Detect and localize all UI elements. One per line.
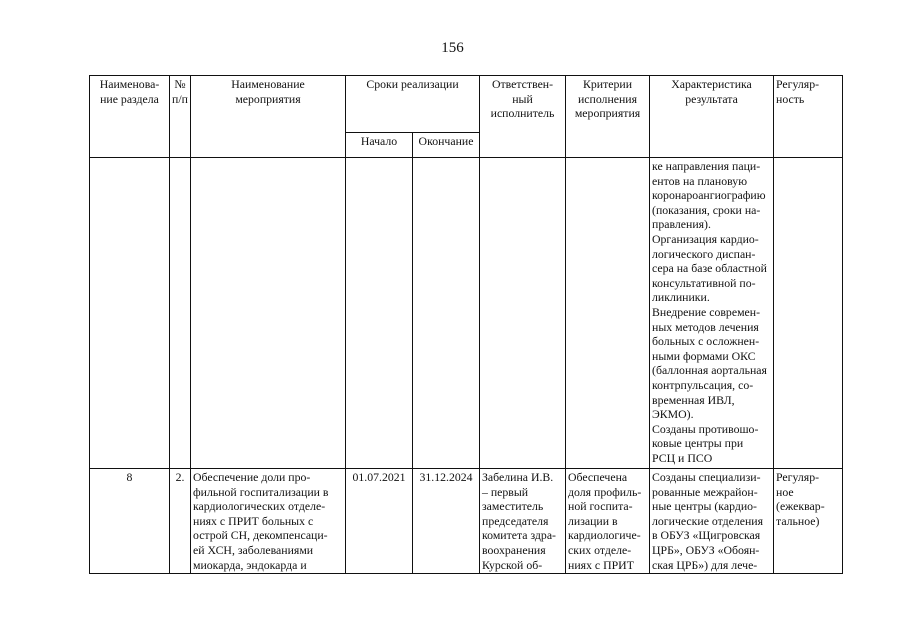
cont-start-cell [346,158,413,469]
row-criteria: Обеспечена доля профиль- ной госпита- лизации в кардиологиче- ских отделе- ниях с ПРИТ [566,469,650,574]
row-end-date: 31.12.2024 [413,469,480,574]
row-event: Обеспечение доли про- фильной госпитализации в кардиологических отделе- ниях с ПРИТ больных с острой СН, декомпенсаци- ей ХСН, заболеваниями миокарда, эндокарда и [191,469,346,574]
cont-event-cell [191,158,346,469]
cont-criteria-cell [566,158,650,469]
cont-number-cell [170,158,191,469]
plan-table [89,75,843,574]
row-responsible: Забелина И.В. – первый заместитель председателя комитета здра- воохранения Курской об- [480,469,566,574]
cont-regularity-cell [774,158,843,469]
header-row [90,76,843,133]
header-criteria: Критерии исполнения мероприятия [566,76,650,158]
row-result: Созданы специализи- рованные межрайон- ные центры (кардио- логические отделения в ОБУЗ «Щигровская ЦРБ», ОБУЗ «Обоян- ская ЦРБ») для лече- [650,469,774,574]
row-start-date: 01.07.2021 [346,469,413,574]
header-event: Наименование мероприятия [191,76,346,158]
page-number: 156 [441,40,464,56]
row-section: 8 [90,469,170,574]
result-paragraph: Организация кардио- логического диспан- сера на базе областной консультативной по- ликлиники. [652,231,767,305]
cont-result-cell [650,158,774,469]
header-regularity: Регуляр- ность [774,76,843,158]
continued-row [90,158,843,469]
result-paragraph: Внедрение современ- ных методов лечения больных с осложнен- ными формами ОКС (баллонная аортальная контрпульсация, со- временная ИВЛ, ЭКМО). [652,304,767,422]
cont-responsible-cell [480,158,566,469]
table-row [90,469,843,574]
result-paragraph: Созданы противошо- ковые центры при РСЦ и ПСО [652,421,759,465]
header-end: Окончание [413,133,480,158]
row-regularity: Регуляр- ное (ежеквар- тальное) [774,469,843,574]
header-section: Наименова- ние раздела [90,76,170,158]
header-start: Начало [346,133,413,158]
header-result: Характеристика результата [650,76,774,158]
header-responsible: Ответствен- ный исполнитель [480,76,566,158]
header-number: № п/п [170,76,191,158]
cont-end-cell [413,158,480,469]
cont-section-cell [90,158,170,469]
row-number: 2. [170,469,191,574]
header-dates: Сроки реализации [346,76,480,133]
result-paragraph: ке направления паци- ентов на плановую коронароангиографию (показания, сроки на- правления). [652,159,766,232]
